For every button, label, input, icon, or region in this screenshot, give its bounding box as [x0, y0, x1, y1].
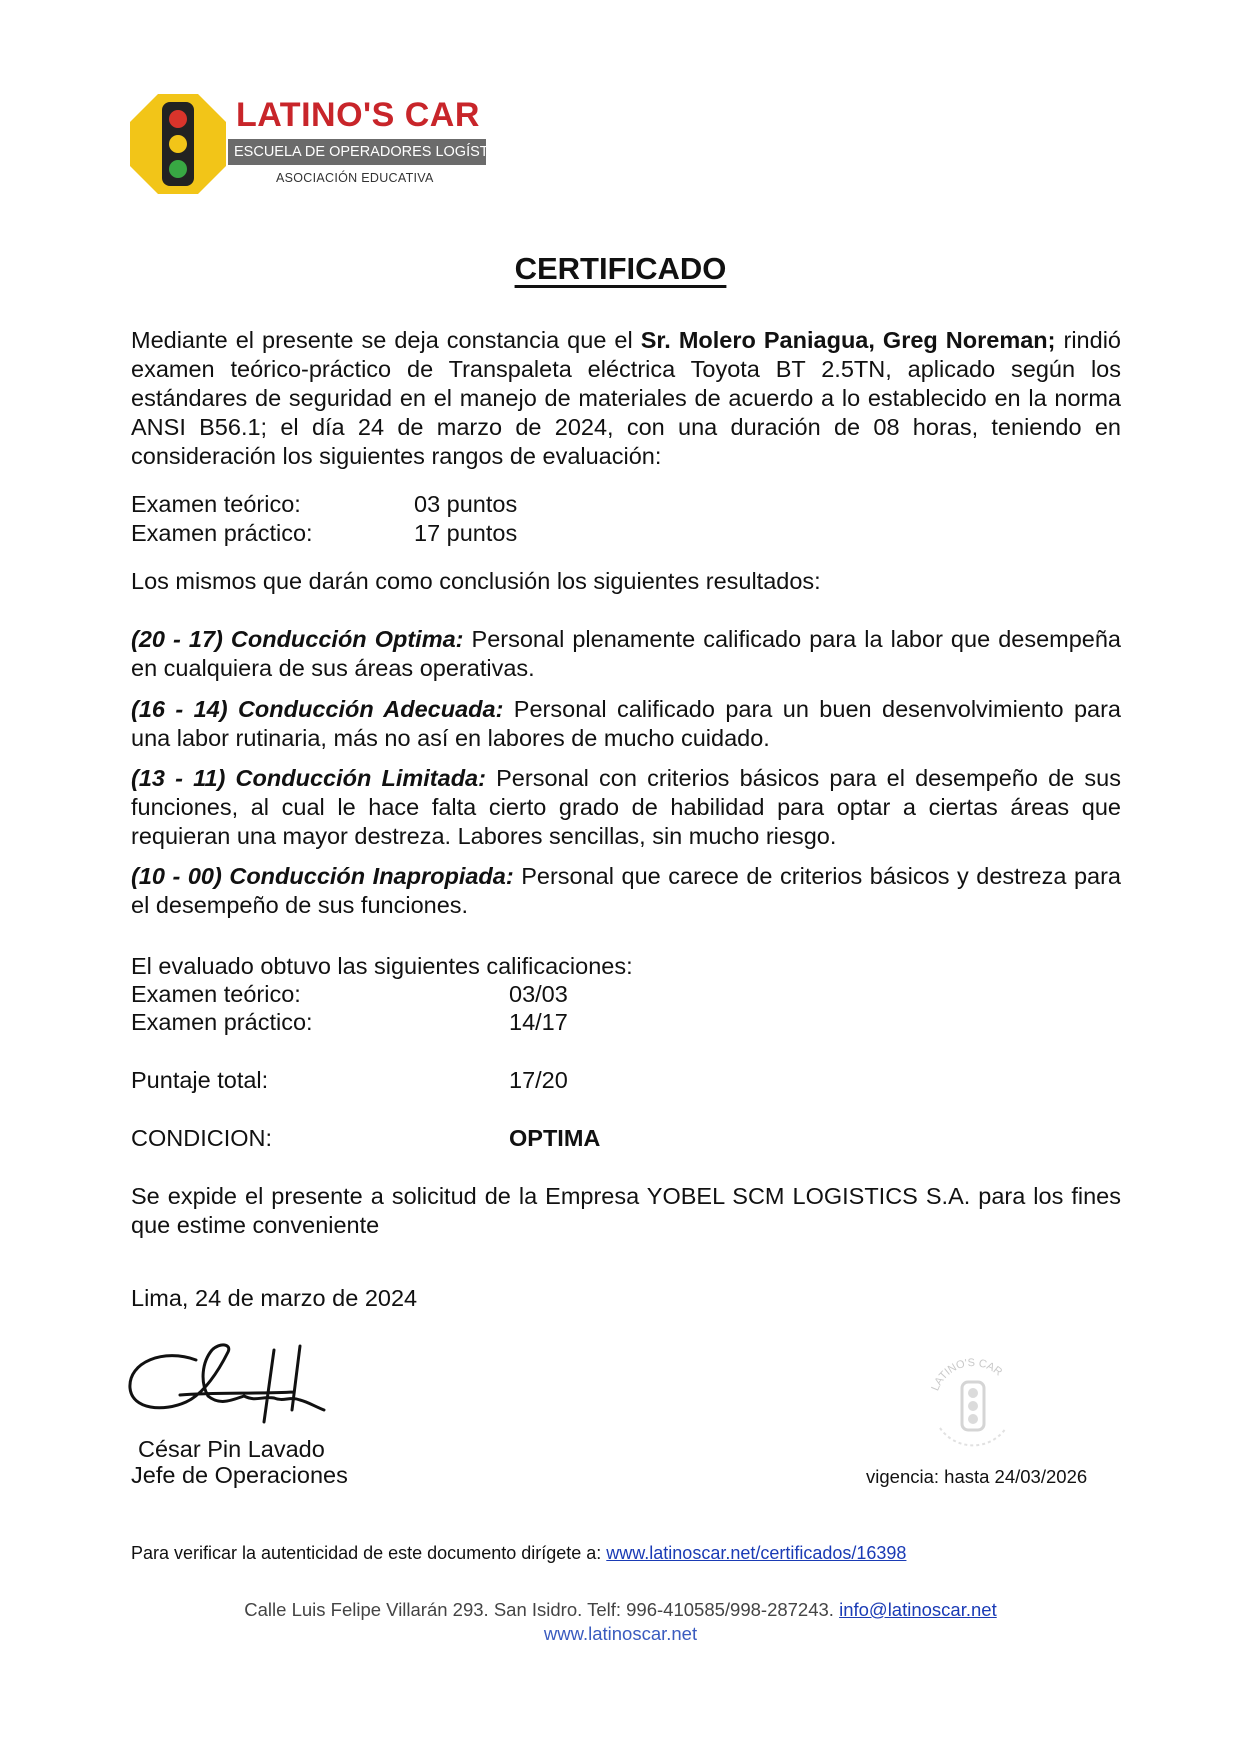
result-practice-value: 14/17	[509, 1009, 568, 1035]
level-adecuada	[131, 695, 1121, 753]
traffic-light-icon	[128, 92, 228, 196]
result-theory-label: Examen teórico:	[131, 981, 301, 1007]
level-optima	[131, 625, 1121, 683]
result-total	[131, 1066, 568, 1095]
brand-name: LATINO'S CAR	[236, 96, 480, 134]
verify-link[interactable]: www.latinoscar.net/certificados/16398	[606, 1543, 907, 1563]
signature-image	[124, 1340, 334, 1430]
result-condition-value: OPTIMA	[509, 1125, 601, 1151]
level-optima-text: Personal plenamente calificado para la labor que desempeña en cualquiera de sus áreas operativas.	[131, 626, 1122, 681]
result-theory-value: 03/03	[509, 981, 568, 1007]
level-adecuada-title: (16 - 14) Conducción Adecuada:	[131, 696, 504, 722]
conclusion-intro: Los mismos que darán como conclusión los siguientes resultados:	[131, 568, 821, 594]
verify-line	[131, 1543, 906, 1564]
person-name: Sr. Molero Paniagua, Greg Noreman;	[640, 327, 1056, 353]
place-date: Lima, 24 de marzo de 2024	[131, 1285, 418, 1311]
intro-paragraph	[131, 326, 1121, 471]
footer-address-line	[0, 1599, 1241, 1621]
range-theory-label: Examen teórico:	[131, 491, 301, 517]
result-practice	[131, 1008, 568, 1037]
level-limitada-text: Personal con criterios básicos para el desempeño de sus funciones, al cual le hace falta cierto grado de habilidad para optar a ciertas áreas que requieran una mayor destreza. Labores sencillas, sin mucho riesgo.	[131, 765, 1121, 849]
intro-body: rindió examen teórico-práctico de Transpaleta eléctrica Toyota BT 2.5TN, aplicado según los estándares de seguridad en el manejo de materiales de acuerdo a lo establecido en la norma ANSI B56.1; el día 24 de marzo de 2024, con una duración de 08 horas, teniendo en consideración los siguientes rangos de evaluación:	[131, 327, 1121, 469]
company-seal-icon	[918, 1348, 1028, 1458]
result-total-value: 17/20	[509, 1067, 568, 1093]
signatory-name: César Pin Lavado	[138, 1436, 325, 1462]
intro-prefix: Mediante el presente se deja constancia que el	[131, 327, 641, 353]
level-limitada-title: (13 - 11) Conducción Limitada:	[131, 765, 486, 791]
brand-tagline: ESCUELA DE OPERADORES LOGÍSTICOS	[228, 139, 486, 165]
document-title: CERTIFICADO	[514, 251, 727, 286]
verify-text: Para verificar la autenticidad de este documento dirígete a:	[131, 1543, 607, 1563]
signatory-role: Jefe de Operaciones	[131, 1462, 348, 1488]
level-optima-title: (20 - 17) Conducción Optima:	[131, 626, 464, 652]
result-practice-label: Examen práctico:	[131, 1009, 313, 1035]
footer-website-line	[0, 1623, 1241, 1645]
footer-email-link[interactable]: info@latinoscar.net	[839, 1599, 997, 1620]
results-intro: El evaluado obtuvo las siguientes calificaciones:	[131, 953, 633, 979]
range-theory	[131, 490, 518, 519]
seal-text: LATINO'S CAR	[929, 1356, 1005, 1393]
issued-paragraph: Se expide el presente a solicitud de la Empresa YOBEL SCM LOGISTICS S.A. para los fines que estime conveniente	[131, 1183, 1121, 1238]
level-inapropiada-text: Personal que carece de criterios básicos y destreza para el desempeño de sus funciones.	[131, 863, 1121, 918]
range-practice-label: Examen práctico:	[131, 520, 313, 546]
result-total-label: Puntaje total:	[131, 1067, 269, 1093]
svg-text:LATINO'S CAR	[929, 1357, 1004, 1393]
level-adecuada-text: Personal calificado para un buen desenvolvimiento para una labor rutinaria, más no así en labores de mucho cuidado.	[131, 696, 1122, 751]
range-theory-value: 03 puntos	[414, 491, 518, 517]
result-condition	[131, 1124, 601, 1153]
level-inapropiada-title: (10 - 00) Conducción Inapropiada:	[131, 863, 514, 889]
result-condition-label: CONDICION:	[131, 1125, 272, 1151]
footer-website[interactable]: www.latinoscar.net	[543, 1623, 698, 1644]
level-inapropiada	[131, 862, 1121, 920]
range-practice	[131, 519, 518, 548]
result-theory	[131, 980, 568, 1009]
level-limitada	[131, 764, 1121, 851]
footer-address: Calle Luis Felipe Villarán 293. San Isidro. Telf: 996-410585/998-287243.	[244, 1599, 840, 1620]
range-practice-value: 17 puntos	[414, 520, 518, 546]
brand-association: ASOCIACIÓN EDUCATIVA	[276, 171, 434, 185]
validity-date: vigencia: hasta 24/03/2026	[866, 1466, 1088, 1487]
